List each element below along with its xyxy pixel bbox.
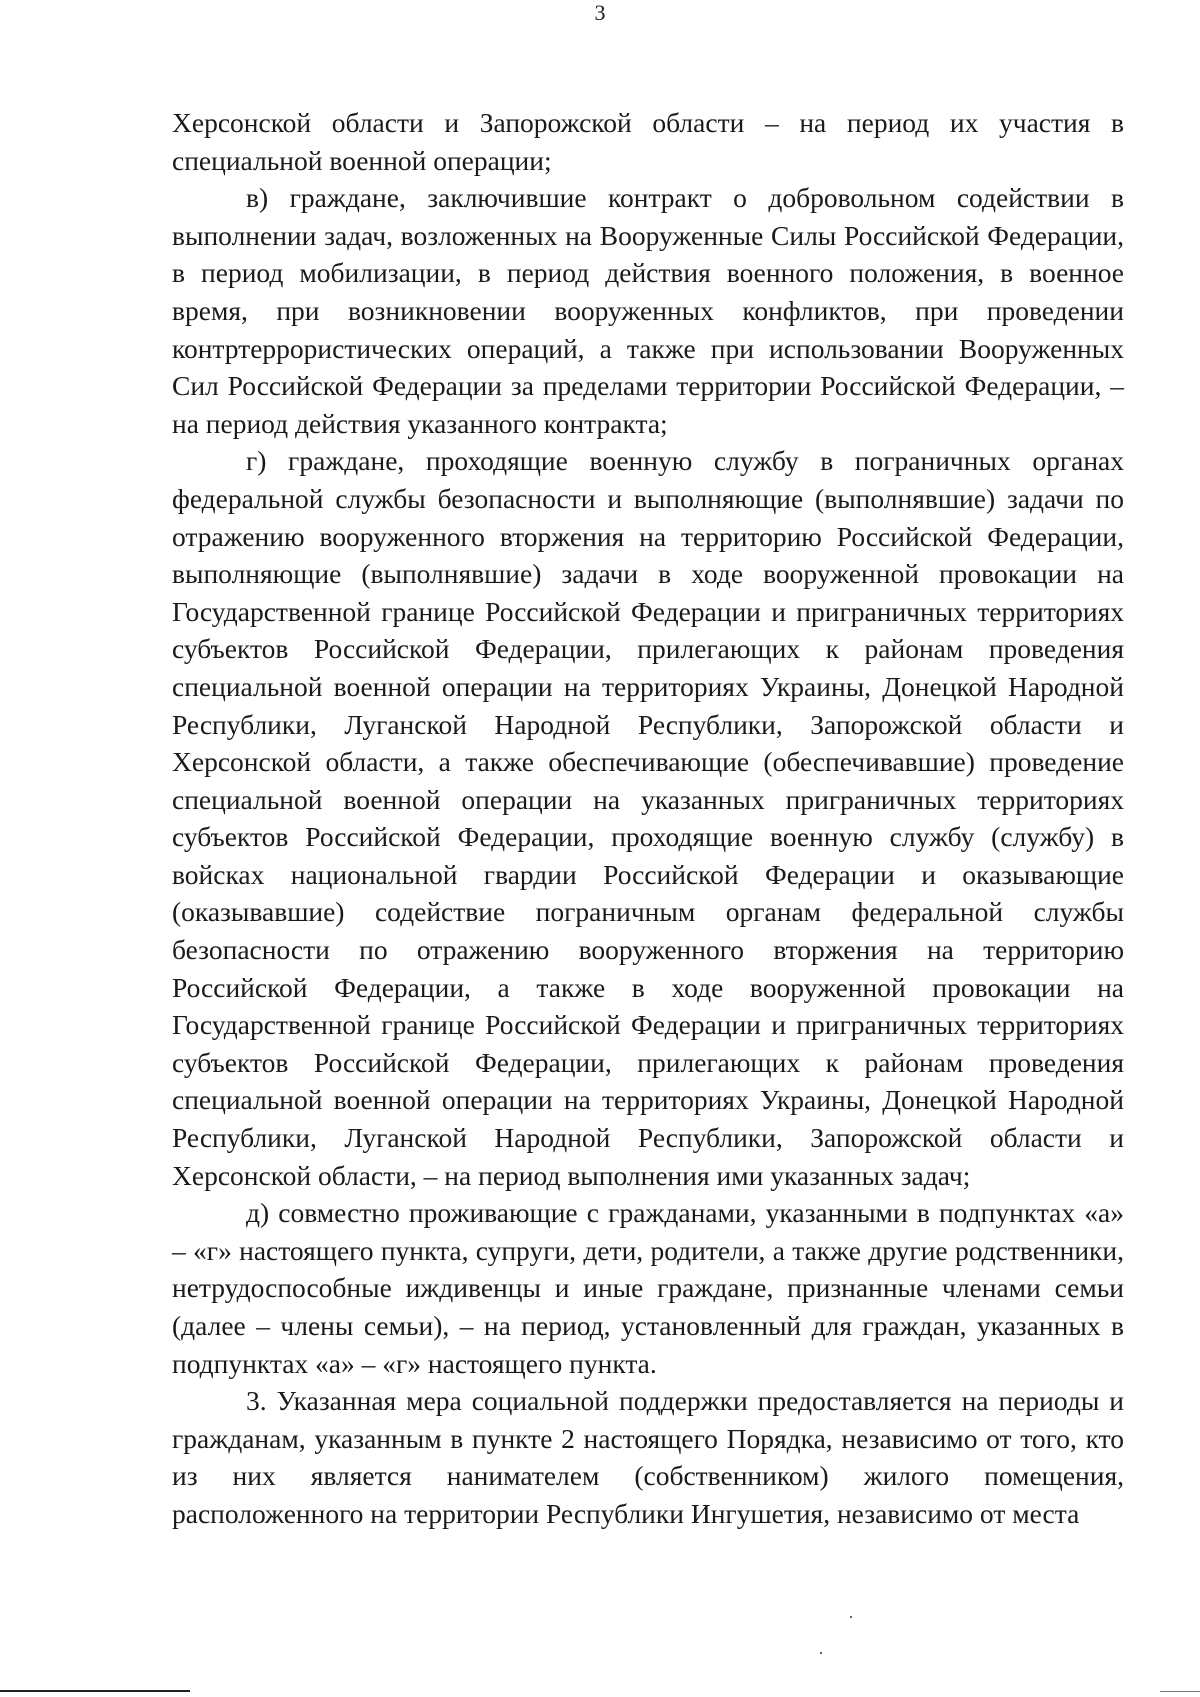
scan-edge-line-right [1160, 1691, 1200, 1692]
scan-speck [850, 1616, 852, 1618]
paragraph-item-g: г) граждане, проходящие военную службу в пограничных органах федеральной службы безопасности и выполняющие (выполнявшие) задачи по отражению вооруженного вторжения на территорию Российской Федерации, выполняющие (выполнявшие) задачи в ходе вооруженной провокации на Государственной границе Российской Федерации и приграничных территориях субъектов Российской Федерации, прилегающих к районам проведения специальной военной операции на территориях Украины, Донецкой Народной Республики, Луганской Народной Республики, Запорожской области и Херсонской области, а также обеспечивающие (обеспечивавшие) проведение специальной военной операции на указанных приграничных территориях субъектов Российской Федерации, проходящие военную службу (службу) в войсках национальной гвардии Российской Федерации и оказывающие (оказывавшие) содействие пограничным органам федеральной службы безопасности по отражению вооруженного вторжения на территорию Российской Федерации, а также в ходе вооруженной провокации на Государственной границе Российской Федерации и приграничных территориях субъектов Российской Федерации, прилегающих к районам проведения специальной военной операции на территориях Украины, Донецкой Народной Республики, Луганской Народной Республики, Запорожской области и Херсонской области, – на период выполнения ими указанных задач; [172, 445, 1124, 1191]
paragraph-item-v: в) граждане, заключившие контракт о добровольном содействии в выполнении задач, возложенных на Вооруженные Силы Российской Федерации, в период мобилизации, в период действия военного положения, в военное время, при возникновении вооруженных конфликтов, при проведении контртеррористических операций, а также при использовании Вооруженных Сил Российской Федерации за пределами территории Российской Федерации, – на период действия указанного контракта; [172, 182, 1124, 439]
document-body [172, 104, 1124, 1533]
paragraph-item-d: д) совместно проживающие с гражданами, указанными в подпунктах «а» – «г» настоящего пункта, супруги, дети, родители, а также другие родственники, нетрудоспособные иждивенцы и иные граждане, признанные членами семьи (далее – члены семьи), – на период, установленный для граждан, указанных в подпунктах «а» – «г» настоящего пункта. [172, 1197, 1124, 1379]
scan-speck [820, 1652, 822, 1654]
paragraph-point-3: 3. Указанная мера социальной поддержки предоставляется на периоды и гражданам, указанным в пункте 2 настоящего Порядка, независимо от того, кто из них является нанимателем (собственником) жилого помещения, расположенного на территории Республики Ингушетия, независимо от места [172, 1385, 1124, 1529]
paragraph-continuation: Херсонской области и Запорожской области – на период их участия в специальной военной операции; [172, 107, 1124, 176]
page-number: 3 [594, 0, 606, 25]
scan-edge-line [0, 1690, 190, 1692]
